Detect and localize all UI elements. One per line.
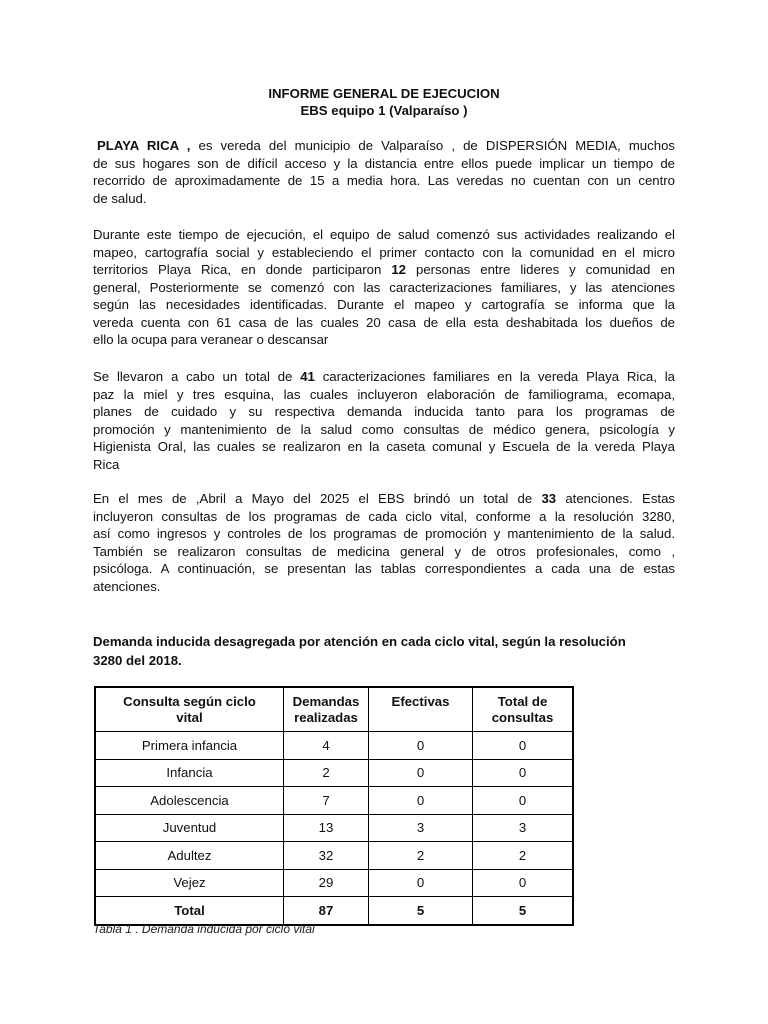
paragraph-line: paz la miel y tres esquina, las cuales incluyeron elaboración de familiograma, ecomapa,: [93, 386, 675, 402]
paragraph-line: es vereda del municipio de Valparaíso , de DISPERSIÓN MEDIA, muchos: [190, 138, 675, 153]
table-row: [95, 787, 573, 815]
paragraph-line: ello la ocupa para veranear o descansar: [93, 332, 329, 347]
paragraph-line: También se realizaron consultas de medicina general y de otros profesionales, como ,: [93, 543, 675, 559]
paragraph-line: de sus hogares son de difícil acceso y la distancia entre ellos puede implicar un tiempo de: [93, 155, 675, 171]
cell-effective: 0: [369, 732, 473, 760]
table-row: [95, 732, 573, 760]
cell-demands: 2: [284, 759, 369, 787]
cell-cycle: Adultez: [95, 842, 284, 870]
paragraph-line: general, Posteriormente se comenzó con las caracterizaciones familiares, y las atenciones: [93, 279, 675, 295]
paragraph-line: según las necesidades identificadas. Durante el mapeo y cartografía se informa que la: [93, 297, 675, 312]
cell-cycle: Vejez: [95, 869, 284, 897]
paragraph-line: En el mes de ,Abril a Mayo del 2025 el EBS brindó un total de: [93, 491, 542, 506]
paragraph-intro: [93, 137, 675, 207]
paragraph-line: así como ingresos y controles de los programas de promoción y mantenimiento de la salud.: [93, 526, 675, 541]
document-subtitle: EBS equipo 1 (Valparaíso ): [300, 103, 468, 118]
paragraph-line: Rica: [93, 456, 120, 472]
cell-total: 5: [473, 897, 574, 925]
paragraph-characterizations: [93, 368, 675, 473]
cell-cycle: Juventud: [95, 814, 284, 842]
cell-total: 0: [473, 787, 574, 815]
cell-effective: 0: [369, 787, 473, 815]
cell-effective: 2: [369, 842, 473, 870]
place-name: PLAYA RICA ,: [97, 138, 191, 153]
cell-effective: 5: [369, 897, 473, 925]
characterizations-count: 41: [300, 369, 315, 384]
cell-total: 0: [473, 732, 574, 760]
header-total: Total de consultas: [473, 687, 574, 732]
section-heading-line: 3280 del 2018.: [93, 653, 182, 668]
demand-table: [94, 686, 574, 926]
paragraph-line: atenciones. Estas: [556, 491, 676, 506]
cell-total: 3: [473, 814, 574, 842]
paragraph-line: psicóloga. A continuación, se presentan las tablas correspondientes a cada una de estas: [93, 561, 675, 576]
paragraph-execution: [93, 226, 675, 349]
section-heading: [93, 632, 675, 670]
cell-effective: 3: [369, 814, 473, 842]
header-cycle: Consulta según ciclo vital: [95, 687, 284, 732]
paragraph-line: Se llevaron a cabo un total de: [93, 369, 301, 384]
attentions-count: 33: [541, 491, 557, 506]
cell-cycle: Adolescencia: [95, 787, 284, 815]
paragraph-line: personas entre lideres y comunidad en: [405, 262, 675, 277]
paragraph-line: caracterizaciones familiares en la vereda Playa Rica, la: [314, 369, 676, 384]
cell-demands: 29: [284, 869, 369, 897]
cell-demands: 32: [284, 842, 369, 870]
section-heading-line: Demanda inducida desagregada por atención en cada ciclo vital, según la resolución: [93, 634, 626, 649]
cell-total: 0: [473, 759, 574, 787]
participants-count: 12: [391, 262, 406, 277]
cell-total: 0: [473, 869, 574, 897]
paragraph-line: vereda cuenta con 61 casa de las cuales 20 casa de ella esta deshabitada los dueños de: [93, 314, 675, 330]
paragraph-line: promoción y mantenimiento de la salud como consultas de médico genera, psicología y: [93, 421, 675, 437]
table-row: [95, 869, 573, 897]
paragraph-line: planes de cuidado y su respectiva demanda inducida tanto para los programas de: [93, 404, 675, 419]
cell-demands: 13: [284, 814, 369, 842]
paragraph-line: Durante este tiempo de ejecución, el equipo de salud comenzó sus actividades realizando el: [93, 227, 675, 242]
cell-demands: 7: [284, 787, 369, 815]
cell-demands: 4: [284, 732, 369, 760]
paragraph-line: atenciones.: [93, 578, 161, 594]
cell-total: 2: [473, 842, 574, 870]
header-demands: Demandas realizadas: [284, 687, 369, 732]
paragraph-line: Higienista Oral, las cuales se realizaron en la caseta comunal y Escuela de la vereda Playa: [93, 439, 675, 454]
paragraph-line: recorrido de aproximadamente de 15 a media hora. Las veredas no cuentan con un centro: [93, 173, 675, 188]
table-row: [95, 842, 573, 870]
paragraph-attentions: [93, 490, 675, 595]
table-caption: Tabla 1 . Demanda inducida por ciclo vital: [93, 922, 315, 936]
header-effective: Efectivas: [369, 687, 473, 732]
table-header-row: [95, 687, 573, 732]
cell-effective: 0: [369, 869, 473, 897]
paragraph-line: de salud.: [93, 190, 147, 206]
table-row: [95, 814, 573, 842]
table-total-row: [95, 897, 573, 925]
cell-cycle: Total: [95, 897, 284, 925]
paragraph-line: mapeo, cartografía social y estableciendo el primer contacto con la comunidad en el micro: [93, 244, 675, 260]
cell-demands: 87: [284, 897, 369, 925]
paragraph-line: territorios Playa Rica, en donde participaron: [93, 262, 392, 277]
cell-cycle: Infancia: [95, 759, 284, 787]
cell-effective: 0: [369, 759, 473, 787]
table-row: [95, 759, 573, 787]
paragraph-line: incluyeron consultas de los programas de cada ciclo vital, conforme a la resolución 3280,: [93, 508, 675, 524]
cell-cycle: Primera infancia: [95, 732, 284, 760]
document-title: INFORME GENERAL DE EJECUCION: [268, 86, 500, 101]
